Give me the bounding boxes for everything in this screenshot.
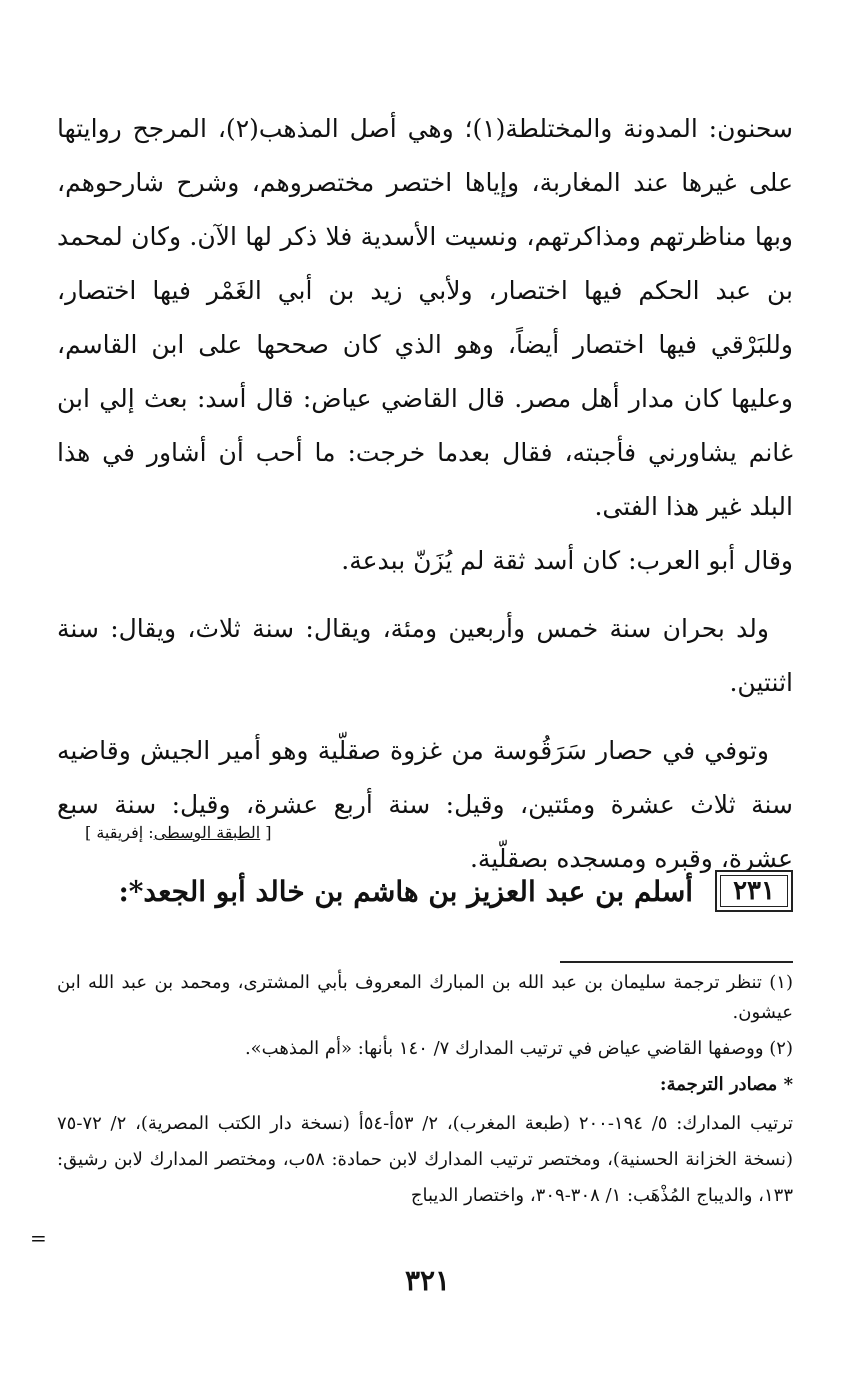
footnote-separator	[560, 961, 793, 963]
entry-title: أسلم بن عبد العزيز بن هاشم بن خالد أبو الجعد*:	[118, 874, 694, 908]
marker-open: [	[260, 823, 272, 842]
main-text	[57, 102, 793, 886]
footnote-2: (٢) ووصفها القاضي عياض في ترتيب المدارك ٧/ ١٤٠ بأنها: «أم المذهب».	[244, 1038, 793, 1059]
sources-heading: * مصادر الترجمة:	[659, 1074, 793, 1095]
page-number: ٣٢١	[404, 1264, 451, 1297]
marker-region: : إفريقية ]	[85, 823, 154, 842]
sources-list: ترتيب المدارك: ٥/ ١٩٤-٢٠٠ (طبعة المغرب)، ٢/ ٥٣أ-٥٤أ (نسخة دار الكتب المصرية)، ٢/ ٧٢-٧٥ (نسخة الخزانة الحسنية)، ومختصر ترتيب المدارك لابن حمادة: ٥٨ب، ومختصر المدارك لابن رشيق: ١٣٣، والديباج المُذْهَب: ١/ ٣٠٨-٣٠٩، واختصار الديباج	[57, 1113, 794, 1206]
marker-generation-label: الطبقة الوسطى	[153, 823, 261, 842]
entry-heading	[57, 868, 793, 914]
paragraph-mudawwana: سحنون: المدونة والمختلطة(١)؛ وهي أصل المذهب(٢)، المرجح روايتها على غيرها عند المغاربة، وإياها اختصر مختصروهم، وشرح شارحوهم، وبها مناظرتهم ومذاكرتهم، ونسيت الأسدية فلا ذكر لها الآن. وكان لمحمد بن عبد الحكم فيها اختصار، ولأبي زيد بن أبي الغَمْر فيها اختصار، وللبَرْقي فيها اختصار أيضاً، وهو الذي كان صححها على ابن القاسم، وعليها كان مدار أهل مصر. قال القاضي عياض: قال أسد: بعث إلي ابن غانم يشاورني فأجبته، فقال بعدما خرجت: ما أحب أن أشاور في هذا البلد غير هذا الفتى.	[57, 114, 793, 521]
paragraph-birth: ولد بحران سنة خمس وأربعين ومئة، ويقال: سنة ثلاث، ويقال: سنة اثنتين.	[57, 614, 793, 697]
paragraph-abu-al-arab: وقال أبو العرب: كان أسد ثقة لم يُزَنّ ببدعة.	[341, 546, 793, 575]
generation-marker	[85, 823, 272, 842]
continuation-mark: =	[30, 1226, 47, 1250]
footnotes	[57, 968, 793, 1220]
paragraph-death: وتوفي في حصار سَرَقُوسة من غزوة صقلّية وهو أمير الجيش وقاضيه سنة ثلاث عشرة ومئتين، وقيل: سنة أربع عشرة، وقيل: سنة سبع عشرة، وقبره ومسجده بصقلّية.	[57, 736, 793, 873]
footnote-1: (١) تنظر ترجمة سليمان بن عبد الله بن المبارك المعروف بأبي المشترى، ومحمد بن عبد الله ابن عيشون.	[57, 972, 793, 1023]
entry-number-box: ٢٣١	[715, 870, 793, 912]
